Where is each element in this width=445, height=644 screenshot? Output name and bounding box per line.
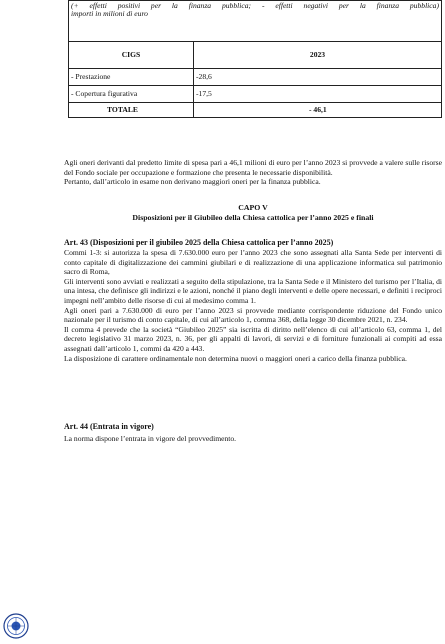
paragraph: Il comma 4 prevede che la società “Giubileo 2025” sia iscritta di diritto nell’elenco di cui all’articolo 63, comma 1, del decreto legislativo 31 marzo 2023, n. 36, per gli appalti di lavori, di servizi e di forniture funzionali ai compiti ad essa assegnati dall’articolo 1, commi da 420 a 443. — [64, 324, 442, 353]
article-43-body — [64, 248, 442, 363]
paragraph: La disposizione di carattere ordinamentale non determina nuovi o maggiori oneri a carico della finanza pubblica. — [64, 353, 407, 363]
paragraph: Pertanto, dall’articolo in esame non derivano maggiori oneri per la finanza pubblica. — [64, 177, 321, 187]
row-value: -28,6 — [194, 69, 442, 86]
table-row — [69, 86, 442, 103]
paragraph: Agli oneri derivanti dal predetto limite di spesa pari a 46,1 milioni di euro per l’anno 2023 si provvede a valere sulle risorse del Fondo sociale per occupazione e formazione che presenta le necessarie disponibilità. — [64, 158, 442, 177]
total-value: - 46,1 — [194, 103, 442, 118]
article-43-heading: Art. 43 (Disposizioni per il giubileo 2025 della Chiesa cattolica per l’anno 2025) — [64, 238, 334, 247]
article-44-heading: Art. 44 (Entrata in vigore) — [64, 422, 154, 431]
row-label: - Copertura figurativa — [69, 86, 194, 103]
article-44-body — [64, 434, 442, 444]
table-legend — [69, 1, 442, 42]
paragraph: Gli interventi sono avviati e realizzati a seguito della stipulazione, tra la Santa Sede e il Ministero del turismo per l’Italia, di una intesa, che definisce gli indirizzi e le azioni, nonché il piano degli interventi e delle opere necessari, e definiti i reciproci impegni nell’ambito delle risorse di cui al medesimo comma 1. — [64, 276, 442, 305]
paragraph: Commi 1-3: si autorizza la spesa di 7.630.000 euro per l’anno 2023 che sono assegnati alla Santa Sede per interventi di conto capitale di digitalizzazione dei cammini giubilari e di realizzazione di una applicazione informatica sul patrimonio sacro di Roma, — [64, 248, 442, 277]
column-header-year: 2023 — [194, 42, 442, 69]
chapter-number: CAPO V — [238, 203, 268, 212]
financial-effects-table — [68, 0, 442, 118]
total-label: TOTALE — [69, 103, 194, 118]
row-label: - Prestazione — [69, 69, 194, 86]
official-seal-icon — [3, 613, 29, 639]
chapter-title: Disposizioni per il Giubileo della Chiesa cattolica per l’anno 2025 e finali — [132, 213, 374, 222]
paragraph: Agli oneri pari a 7.630.000 di euro per l’anno 2023 si provvede mediante corrispondente riduzione del Fondo unico nazionale per il turismo di conto capitale, di cui all’articolo 1, comma 368, della legge 30 dicembre 2021, n. 234. — [64, 305, 442, 325]
coverage-paragraph — [64, 158, 442, 187]
table-total-row — [69, 103, 442, 118]
table-header-row — [69, 42, 442, 69]
table-legend-line1: (+ effetti positivi per la finanza pubblica; - effetti negativi per la finanza pubblica) — [71, 1, 439, 10]
table-row — [69, 69, 442, 86]
row-value: -17,5 — [194, 86, 442, 103]
column-header-cigs: CIGS — [69, 42, 194, 69]
paragraph: La norma dispone l’entrata in vigore del provvedimento. — [64, 434, 237, 443]
table-legend-line2: importi in milioni di euro — [71, 8, 148, 18]
